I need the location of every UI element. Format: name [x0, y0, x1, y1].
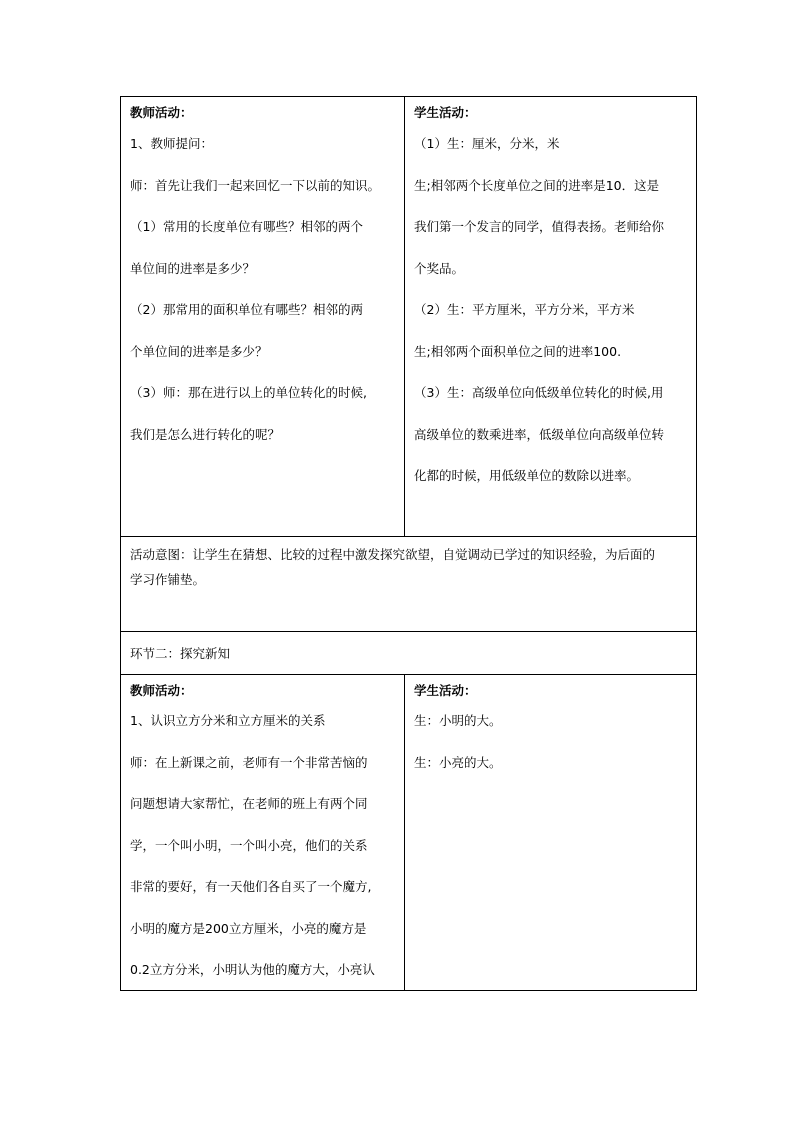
- student-activity-cell-2: [404, 674, 697, 991]
- text-line: 生：小亮的大。: [414, 755, 502, 770]
- text-line: 问题想请大家帮忙，在老师的班上有两个同: [130, 796, 368, 811]
- text-line: 生;相邻两个面积单位之间的进率100.: [414, 344, 622, 359]
- text-line: 我们第一个发言的同学，值得表扬。老师给你: [414, 219, 665, 234]
- student-activity-cell-1: [404, 96, 697, 537]
- text-line: 我们是怎么进行转化的呢？: [130, 427, 281, 442]
- text-line: 个奖品。: [414, 261, 465, 276]
- text-line: 活动意图：让学生在猜想、比较的过程中激发探究欲望，自觉调动已学过的知识经验，为后面的: [130, 547, 656, 562]
- teacher-activity-cell-2: [120, 674, 405, 991]
- text-line: 个单位间的进率是多少？: [130, 344, 268, 359]
- text-line: 学，一个叫小明，一个叫小亮，他们的关系: [130, 838, 368, 853]
- activity-intent-cell: [120, 536, 697, 632]
- text-line: 1、认识立方分米和立方厘米的关系: [130, 713, 326, 728]
- text-line: 非常的要好，有一天他们各自买了一个魔方,: [130, 879, 372, 894]
- text-line: （2）生：平方厘米，平方分米，平方米: [414, 302, 635, 317]
- text-line: （3）生：高级单位向低级单位转化的时候,用: [414, 385, 664, 400]
- text-line: （3）师：那在进行以上的单位转化的时候,: [130, 385, 367, 400]
- text-line: 小明的魔方是200立方厘米，小亮的魔方是: [130, 921, 367, 936]
- text-line: （1）生：厘米，分米，米: [414, 136, 560, 151]
- text-line: 高级单位的数乘进率，低级单位向高级单位转: [414, 427, 665, 442]
- text-line: 单位间的进率是多少？: [130, 261, 256, 276]
- text-line: 1、教师提问：: [130, 136, 213, 151]
- teacher-activity-cell-1: [120, 96, 405, 537]
- student-activity-header: 学生活动：: [414, 105, 477, 120]
- text-line: 0.2立方分米，小明认为他的魔方大，小亮认: [130, 962, 375, 977]
- student-activity-header: 学生活动：: [414, 683, 477, 698]
- teacher-activity-header: 教师活动：: [130, 683, 193, 698]
- text-line: 学习作铺垫。: [130, 572, 206, 587]
- section-title-cell: [120, 631, 697, 675]
- text-line: （1）常用的长度单位有哪些？相邻的两个: [130, 219, 363, 234]
- text-line: 生;相邻两个长度单位之间的进率是10．这是: [414, 178, 660, 193]
- text-line: 师：在上新课之前，老师有一个非常苦恼的: [130, 755, 368, 770]
- text-line: 生：小明的大。: [414, 713, 502, 728]
- text-line: 化都的时候，用低级单位的数除以进率。: [414, 468, 640, 483]
- section-title: 环节二：探究新知: [130, 646, 231, 661]
- text-line: 师：首先让我们一起来回忆一下以前的知识。: [130, 178, 381, 193]
- teacher-activity-header: 教师活动：: [130, 105, 193, 120]
- text-line: （2）那常用的面积单位有哪些？相邻的两: [130, 302, 363, 317]
